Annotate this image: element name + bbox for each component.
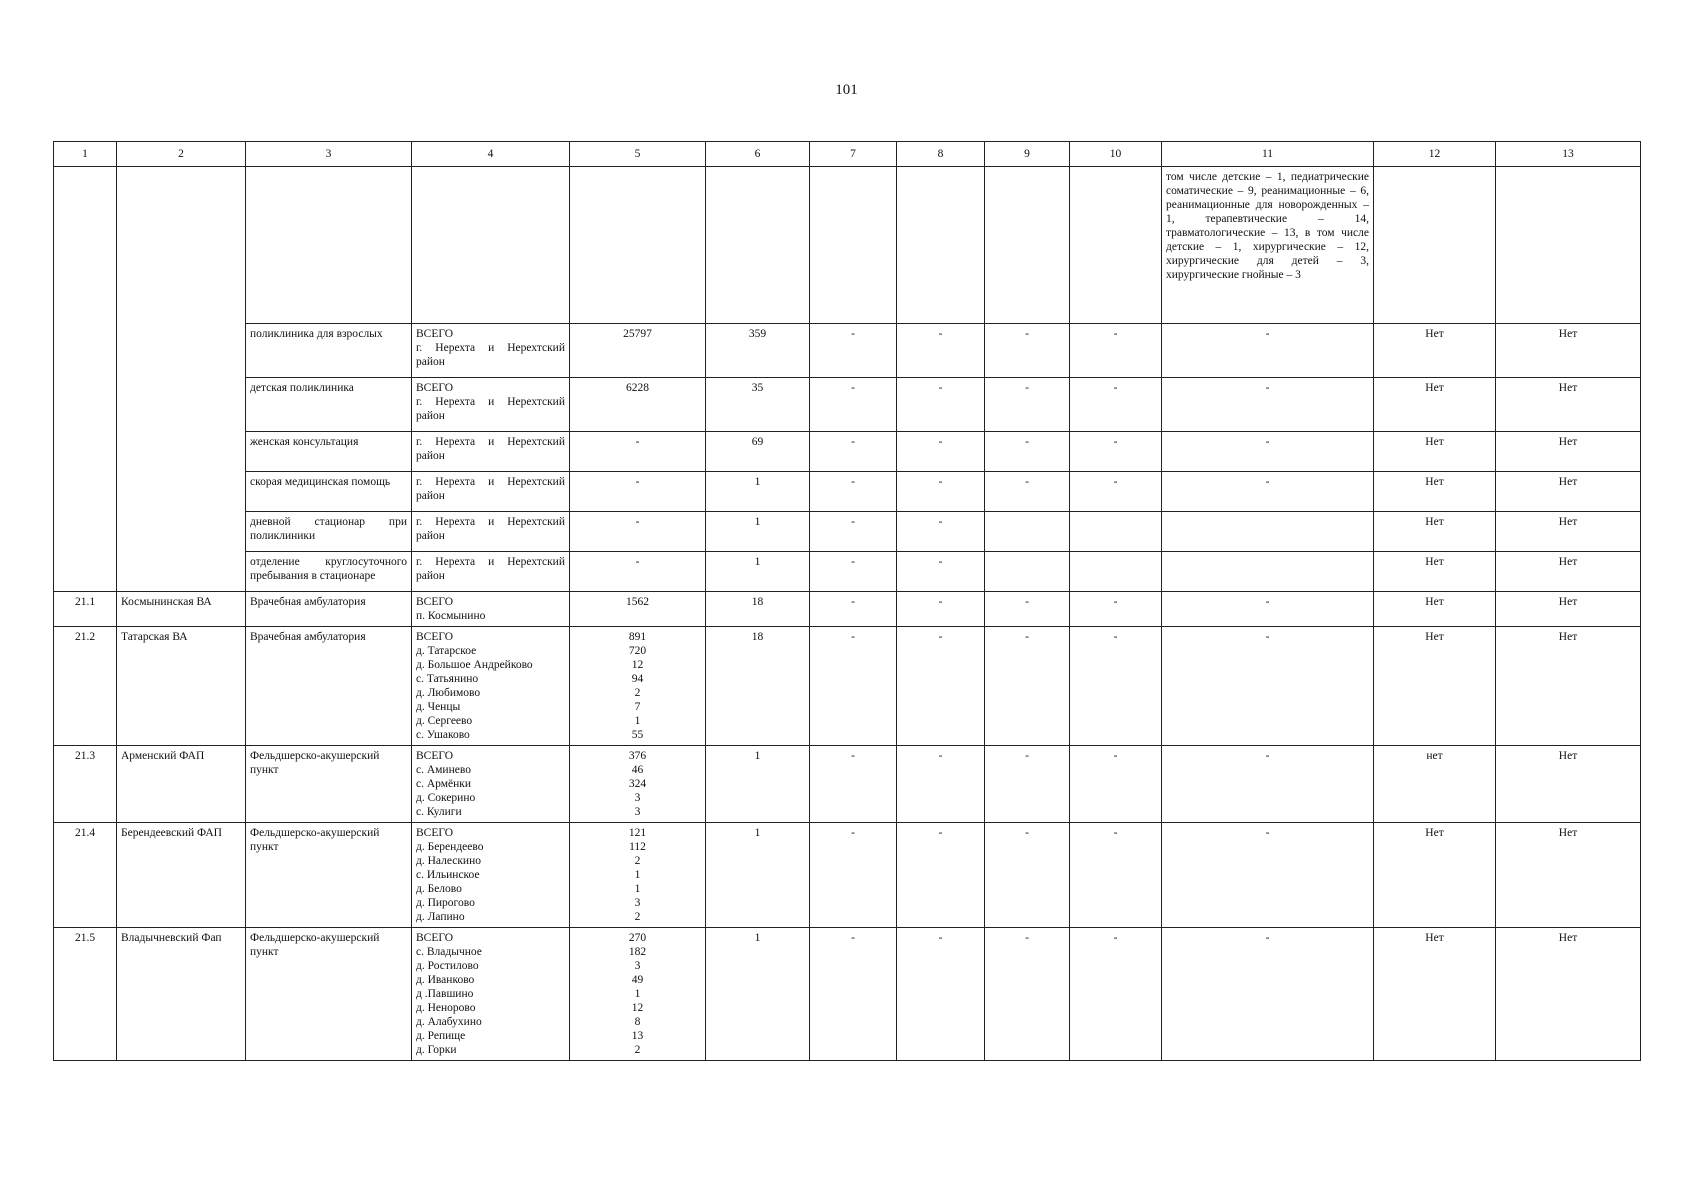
cell-c6: 1 — [706, 823, 810, 928]
cell-c7: - — [810, 324, 897, 378]
cell — [1070, 167, 1162, 324]
cell — [412, 167, 570, 324]
cell-c7: - — [810, 472, 897, 512]
cell-c5: 6228 — [570, 378, 706, 432]
cell-c10: - — [1070, 378, 1162, 432]
cell-c7: - — [810, 928, 897, 1061]
cell-c7: - — [810, 627, 897, 746]
cell-c13: Нет — [1496, 472, 1641, 512]
cell-c13: Нет — [1496, 928, 1641, 1061]
cell-c6: 35 — [706, 378, 810, 432]
table-row — [54, 167, 1641, 324]
cell-c13: Нет — [1496, 823, 1641, 928]
cell-c4: г. Нерехта и Нерехтский район — [412, 472, 570, 512]
cell-c11: - — [1162, 746, 1374, 823]
cell-c3: отделение круглосуточного пребывания в стационаре — [246, 552, 412, 592]
cell-c12: Нет — [1374, 552, 1496, 592]
cell-c8: - — [897, 928, 985, 1061]
cell-c8: - — [897, 324, 985, 378]
cell-c3: Врачебная амбулатория — [246, 592, 412, 627]
cell-c10: - — [1070, 432, 1162, 472]
cell — [246, 167, 412, 324]
cell-c7: - — [810, 512, 897, 552]
cell-c5: 121 112 2 1 1 3 2 — [570, 823, 706, 928]
cell-c8: - — [897, 746, 985, 823]
cell-c11: - — [1162, 928, 1374, 1061]
table-row — [54, 472, 1641, 512]
cell-c9: - — [985, 378, 1070, 432]
cell-c2: Космынинская ВА — [117, 592, 246, 627]
cell-c6: 69 — [706, 432, 810, 472]
cell-c9: - — [985, 627, 1070, 746]
cell-c6: 1 — [706, 928, 810, 1061]
cell-c13: Нет — [1496, 746, 1641, 823]
table-row — [54, 592, 1641, 627]
cell-c10: - — [1070, 823, 1162, 928]
cell-c2: Арменский ФАП — [117, 746, 246, 823]
cell-c4: ВСЕГО д. Татарское д. Большое Андрейково с. Татьянино д. Любимово д. Ченцы д. Сергеево с. Ушаково — [412, 627, 570, 746]
cell-c11 — [1162, 552, 1374, 592]
cell-c8: - — [897, 432, 985, 472]
cell-c9 — [985, 512, 1070, 552]
cell-c12: Нет — [1374, 823, 1496, 928]
column-header-2: 2 — [117, 142, 246, 167]
cell-c1: 21.5 — [54, 928, 117, 1061]
column-header-9: 9 — [985, 142, 1070, 167]
cell-c11: - — [1162, 472, 1374, 512]
cell-c6: 1 — [706, 472, 810, 512]
column-header-13: 13 — [1496, 142, 1641, 167]
cell-c11: - — [1162, 627, 1374, 746]
cell-c10: - — [1070, 324, 1162, 378]
cell-c1: 21.2 — [54, 627, 117, 746]
cell-c3: скорая медицинская помощь — [246, 472, 412, 512]
cell-c7: - — [810, 592, 897, 627]
cell-c3: Врачебная амбулатория — [246, 627, 412, 746]
cell-c13: Нет — [1496, 432, 1641, 472]
cell-c6: 1 — [706, 552, 810, 592]
cell — [810, 167, 897, 324]
cell-c3: детская поликлиника — [246, 378, 412, 432]
cell-c6: 359 — [706, 324, 810, 378]
cell-c9: - — [985, 472, 1070, 512]
cell-c10 — [1070, 512, 1162, 552]
cell-c11: - — [1162, 432, 1374, 472]
column-header-4: 4 — [412, 142, 570, 167]
cell — [570, 167, 706, 324]
cell-c13: Нет — [1496, 512, 1641, 552]
cell-c12: Нет — [1374, 324, 1496, 378]
cell-c11: - — [1162, 592, 1374, 627]
column-header-7: 7 — [810, 142, 897, 167]
cell-c11: - — [1162, 823, 1374, 928]
cell-c5: - — [570, 432, 706, 472]
cell-c12: Нет — [1374, 627, 1496, 746]
cell-c12: Нет — [1374, 432, 1496, 472]
cell-c5: - — [570, 512, 706, 552]
cell-c12: Нет — [1374, 512, 1496, 552]
cell-c2: Владычневский Фап — [117, 928, 246, 1061]
cell-c5: 891 720 12 94 2 7 1 55 — [570, 627, 706, 746]
cell-c7: - — [810, 552, 897, 592]
cell — [985, 167, 1070, 324]
cell-c4: ВСЕГО г. Нерехта и Нерехтский район — [412, 324, 570, 378]
cell-c8: - — [897, 378, 985, 432]
cell-c4: ВСЕГО с. Аминево с. Армёнки д. Сокерино с. Кулиги — [412, 746, 570, 823]
cell-c5: 270 182 3 49 1 12 8 13 2 — [570, 928, 706, 1061]
cell-c12: Нет — [1374, 378, 1496, 432]
cell-c3: Фельдшерско-акушерский пункт — [246, 823, 412, 928]
cell-c4: ВСЕГО г. Нерехта и Нерехтский район — [412, 378, 570, 432]
cell-c5: 1562 — [570, 592, 706, 627]
column-header-5: 5 — [570, 142, 706, 167]
facilities-table — [53, 141, 1641, 1061]
cell-c6: 1 — [706, 512, 810, 552]
cell-c2: Татарская ВА — [117, 627, 246, 746]
cell-c4: ВСЕГО д. Берендеево д. Налескино с. Ильинское д. Белово д. Пирогово д. Лапино — [412, 823, 570, 928]
table-row — [54, 746, 1641, 823]
column-number-row — [54, 142, 1641, 167]
column-header-10: 10 — [1070, 142, 1162, 167]
table-row — [54, 324, 1641, 378]
column-header-8: 8 — [897, 142, 985, 167]
cell-c6: 18 — [706, 627, 810, 746]
cell-c5: - — [570, 552, 706, 592]
cell-c9: - — [985, 746, 1070, 823]
cell-c13: Нет — [1496, 324, 1641, 378]
table-row — [54, 823, 1641, 928]
cell-c4: ВСЕГО п. Космынино — [412, 592, 570, 627]
cell-c2: Берендеевский ФАП — [117, 823, 246, 928]
table-row — [54, 552, 1641, 592]
cell-c10: - — [1070, 627, 1162, 746]
cell-c11 — [1162, 512, 1374, 552]
cell-c10: - — [1070, 928, 1162, 1061]
cell-c1: 21.1 — [54, 592, 117, 627]
cell-c5: 376 46 324 3 3 — [570, 746, 706, 823]
cell-c8: - — [897, 823, 985, 928]
cell-c13: Нет — [1496, 627, 1641, 746]
column-header-12: 12 — [1374, 142, 1496, 167]
cell-c3: женская консультация — [246, 432, 412, 472]
cell-c10 — [1070, 552, 1162, 592]
column-header-6: 6 — [706, 142, 810, 167]
cell-c9: - — [985, 324, 1070, 378]
cell-c8: - — [897, 552, 985, 592]
cell-c4: г. Нерехта и Нерехтский район — [412, 512, 570, 552]
cell-c9: - — [985, 592, 1070, 627]
cell — [706, 167, 810, 324]
cell-c7: - — [810, 746, 897, 823]
cell-c11: - — [1162, 378, 1374, 432]
cell-c12: Нет — [1374, 928, 1496, 1061]
cell-c3: поликлиника для взрослых — [246, 324, 412, 378]
cell-c8: - — [897, 472, 985, 512]
column-header-3: 3 — [246, 142, 412, 167]
cell-c1: 21.3 — [54, 746, 117, 823]
table-row — [54, 512, 1641, 552]
cell-c10: - — [1070, 592, 1162, 627]
cell-c5: - — [570, 472, 706, 512]
cell-c6: 1 — [706, 746, 810, 823]
cell-c11: - — [1162, 324, 1374, 378]
cell-c4: г. Нерехта и Нерехтский район — [412, 552, 570, 592]
cell-c9 — [985, 552, 1070, 592]
cell — [897, 167, 985, 324]
cell-c4: г. Нерехта и Нерехтский район — [412, 432, 570, 472]
cell-c9: - — [985, 432, 1070, 472]
table-row — [54, 928, 1641, 1061]
cell-c10: - — [1070, 472, 1162, 512]
page-number: 101 — [835, 82, 858, 98]
cell-c7: - — [810, 823, 897, 928]
cell-c5: 25797 — [570, 324, 706, 378]
cell-c4: ВСЕГО с. Владычное д. Ростилово д. Иванково д .Павшино д. Ненорово д. Алабухино д. Репище д. Горки — [412, 928, 570, 1061]
cell-c12: нет — [1374, 746, 1496, 823]
column-header-1: 1 — [54, 142, 117, 167]
cell — [1374, 167, 1496, 324]
cell-c9: - — [985, 823, 1070, 928]
cell-col1-merged — [54, 167, 117, 592]
cell-c3: Фельдшерско-акушерский пункт — [246, 928, 412, 1061]
cell-c8: - — [897, 592, 985, 627]
bed-profile-text: том числе детские – 1, педиатрические соматические – 9, реанимационные – 6, реанимационные для новорожденных – 1, терапевтические – 14, травматологические – 13, в том числе детские – 1, хирургические – 12, хирургические для детей – 3, хирургические гнойные – 3 — [1162, 167, 1374, 324]
cell-c13: Нет — [1496, 552, 1641, 592]
cell-c8: - — [897, 512, 985, 552]
cell-c12: Нет — [1374, 472, 1496, 512]
cell-c9: - — [985, 928, 1070, 1061]
cell — [1496, 167, 1641, 324]
cell-c1: 21.4 — [54, 823, 117, 928]
table-row — [54, 627, 1641, 746]
cell-c12: Нет — [1374, 592, 1496, 627]
cell-c8: - — [897, 627, 985, 746]
cell-col2-merged — [117, 167, 246, 592]
cell-c7: - — [810, 378, 897, 432]
cell-c3: Фельдшерско-акушерский пункт — [246, 746, 412, 823]
cell-c10: - — [1070, 746, 1162, 823]
cell-c7: - — [810, 432, 897, 472]
table-row — [54, 378, 1641, 432]
cell-c6: 18 — [706, 592, 810, 627]
cell-c13: Нет — [1496, 378, 1641, 432]
cell-c13: Нет — [1496, 592, 1641, 627]
cell-c3: дневной стационар при поликлиники — [246, 512, 412, 552]
table-row — [54, 432, 1641, 472]
column-header-11: 11 — [1162, 142, 1374, 167]
